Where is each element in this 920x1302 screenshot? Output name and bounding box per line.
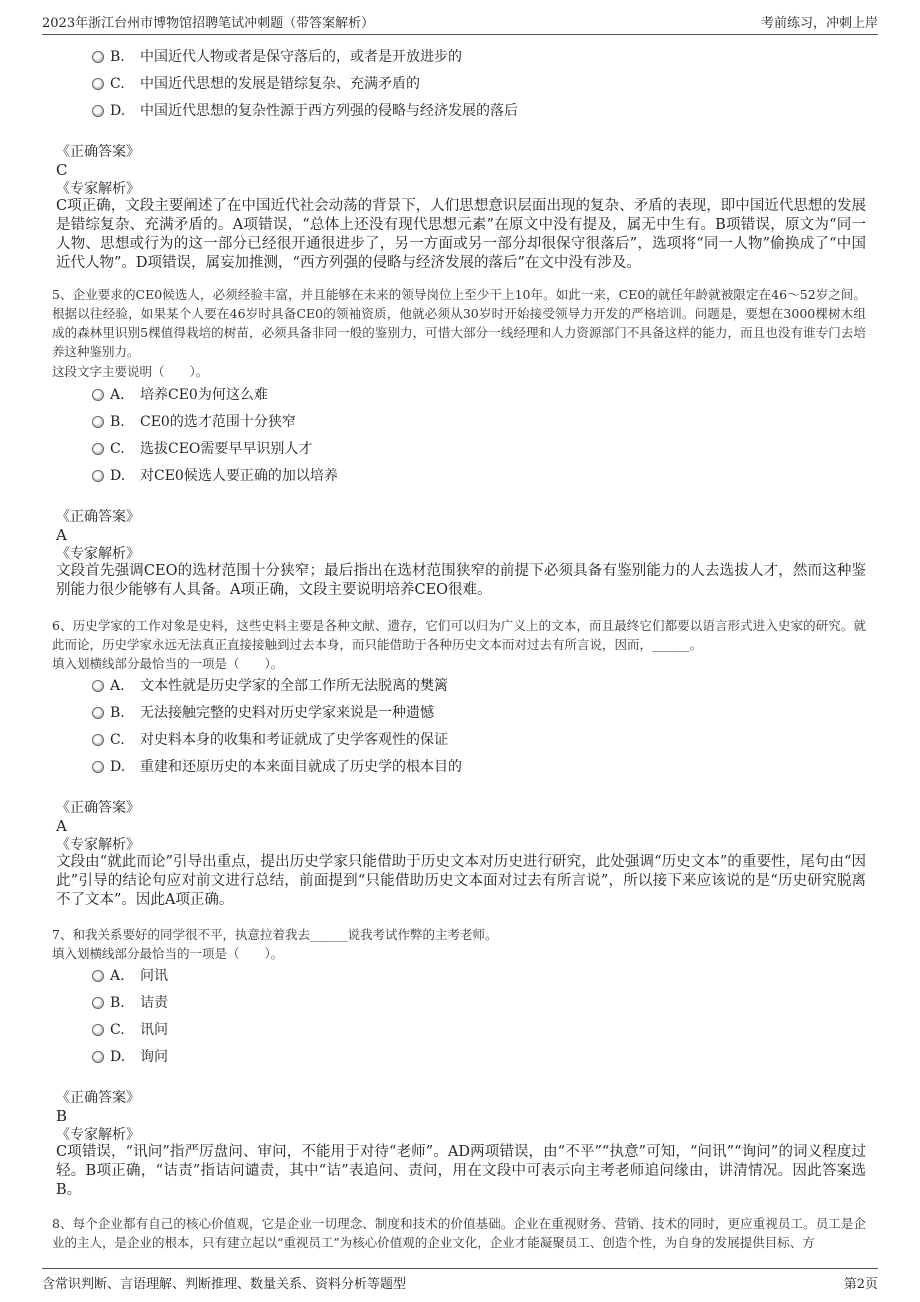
- radio-icon[interactable]: [92, 970, 104, 982]
- radio-icon[interactable]: [92, 389, 104, 401]
- q5-answer: A: [56, 526, 67, 544]
- q5-analysis-label: 《专家解析》: [56, 546, 140, 562]
- q7-prompt: 填入划横线部分最恰当的一项是（ ）。: [52, 946, 284, 961]
- q7-answer-label: 《正确答案》: [56, 1090, 140, 1106]
- radio-icon[interactable]: [92, 707, 104, 719]
- q7-answer: B: [56, 1107, 68, 1125]
- radio-icon[interactable]: [92, 78, 104, 90]
- q5-option-a[interactable]: A. 培养CE0为何这么难: [92, 386, 268, 404]
- q7-option-c[interactable]: C. 讯问: [92, 1021, 168, 1039]
- q4-analysis-label: 《专家解析》: [56, 181, 140, 197]
- q8-question: 8、每个企业都有自己的核心价值观，它是企业一切理念、制度和技术的价值基础。企业在重视财务、营销、技术的同时，更应重视员工。员工是企业的主人，是企业的根本，只有建立起以“重视员工”为核心价值观的企业文化，企业才能凝聚员工、创造个性，为自身的发展提供目标、方: [52, 1216, 866, 1250]
- q5-option-b[interactable]: B. CE0的选才范围十分狭窄: [92, 413, 296, 431]
- q7-option-a[interactable]: A. 问讯: [92, 967, 168, 985]
- q6-option-b[interactable]: B. 无法接触完整的史料对历史学家来说是一种遗憾: [92, 704, 434, 722]
- q5-option-c[interactable]: C. 选拔CEO需要早早识别人才: [92, 440, 312, 458]
- q5-prompt: 这段文字主要说明（ ）。: [52, 364, 209, 379]
- q4-answer-label: 《正确答案》: [56, 144, 140, 160]
- radio-icon[interactable]: [92, 1051, 104, 1063]
- q6-analysis: 文段由“就此而论”引导出重点，提出历史学家只能借助于历史文本对历史进行研究，此处强调“历史文本”的重要性，尾句由“因此”引导的结论句应对前文进行总结，前面提到“只能借助历史文本面对过去有所言说”，所以接下来应该说的是“历史研究脱离不了文本”。因此A项正确。: [56, 854, 866, 908]
- q5-answer-label: 《正确答案》: [56, 509, 140, 525]
- radio-icon[interactable]: [92, 416, 104, 428]
- radio-icon[interactable]: [92, 470, 104, 482]
- radio-icon[interactable]: [92, 443, 104, 455]
- page-number: 第2页: [843, 1277, 878, 1292]
- q6-option-d[interactable]: D. 重建和还原历史的本来面目就成了历史学的根本目的: [92, 758, 462, 776]
- header-title: 2023年浙江台州市博物馆招聘笔试冲刺题（带答案解析）: [42, 16, 375, 31]
- radio-icon[interactable]: [92, 105, 104, 117]
- footer-topics: 含常识判断、言语理解、判断推理、数量关系、资料分析等题型: [42, 1277, 407, 1292]
- q7-analysis: C项错误，“讯问”指严厉盘问、审问，不能用于对待“老师”。AD两项错误，由“不平”“执意”可知，“问讯”“询问”的词义程度过轻。B项正确，“诘责”指诘问谴责，其中“诘”表追问、责问，用在文段中可表示向主考老师追问缘由，讲清情况。因此答案选B。: [56, 1144, 866, 1198]
- q4-analysis: C项正确，文段主要阐述了在中国近代社会动荡的背景下，人们思想意识层面出现的复杂、矛盾的表现，即中国近代思想的发展是错综复杂、充满矛盾的。A项错误，“总体上还没有现代思想元素”在原文中没有提及，属无中生有。B项错误，原文为“同一人物、思想或行为的这一部分已经很开通很进步了，另一方面或另一部分却很保守很落后”，选项将“同一人物”偷换成了“中国近代人物”。D项错误，属妄加推测，“西方列强的侵略与经济发展的落后”在文中没有涉及。: [56, 198, 866, 271]
- radio-icon[interactable]: [92, 51, 104, 63]
- radio-icon[interactable]: [92, 734, 104, 746]
- q4-option-d[interactable]: D. 中国近代思想的复杂性源于西方列强的侵略与经济发展的落后: [92, 102, 518, 120]
- radio-icon[interactable]: [92, 761, 104, 773]
- q6-question: 6、历史学家的工作对象是史料，这些史料主要是各种文献、遗存，它们可以归为广义上的文本，而且最终它们都要以语言形式进入史家的研究。就此而论，历史学家永远无法真正直接接触到过去本身，而只能借助于各种历史文本而对过去有所言说，因而，______。: [52, 618, 866, 652]
- q7-option-b[interactable]: B. 诘责: [92, 994, 168, 1012]
- q4-option-b[interactable]: B. 中国近代人物或者是保守落后的，或者是开放进步的: [92, 48, 462, 66]
- q6-option-c[interactable]: C. 对史料本身的收集和考证就成了史学客观性的保证: [92, 731, 448, 749]
- q6-answer-label: 《正确答案》: [56, 800, 140, 816]
- q5-option-d[interactable]: D. 对CE0候选人要正确的加以培养: [92, 467, 338, 485]
- radio-icon[interactable]: [92, 997, 104, 1009]
- radio-icon[interactable]: [92, 680, 104, 692]
- q6-option-a[interactable]: A. 文本性就是历史学家的全部工作所无法脱离的樊篱: [92, 677, 448, 695]
- header-slogan: 考前练习，冲刺上岸: [760, 16, 878, 31]
- page-footer: [42, 1268, 878, 1295]
- radio-icon[interactable]: [92, 1024, 104, 1036]
- q5-analysis: 文段首先强调CEO的选材范围十分狭窄；最后指出在选材范围狭窄的前提下必须具备有鉴别能力的人去选拔人才，然而这种鉴别能力很少能够有人具备。A项正确，文段主要说明培养CEO很难。: [56, 563, 866, 598]
- page-header: [42, 8, 878, 35]
- q4-answer: C: [56, 161, 68, 179]
- q6-answer: A: [56, 817, 67, 835]
- q7-option-d[interactable]: D. 询问: [92, 1048, 168, 1066]
- q7-question: 7、和我关系要好的同学很不平，执意拉着我去______说我考试作弊的主考老师。: [52, 927, 498, 942]
- q4-option-c[interactable]: C. 中国近代思想的发展是错综复杂、充满矛盾的: [92, 75, 420, 93]
- q6-prompt: 填入划横线部分最恰当的一项是（ ）。: [52, 656, 284, 671]
- q7-analysis-label: 《专家解析》: [56, 1127, 140, 1143]
- q6-analysis-label: 《专家解析》: [56, 837, 140, 853]
- q5-question: 5、企业要求的CE0候选人，必须经验丰富，并且能够在未来的领导岗位上至少干上10年。如此一来，CE0的就任年龄就被限定在46～52岁之间。根据以往经验，如果某个人要在46岁时具备CE0的领袖资质，他就必须从30岁时开始接受领导力开发的严格培训。问题是，要想在3000棵树木组成的森林里识别5棵值得栽培的树苗，必须具备非同一般的鉴别力，可惜大部分一线经理和人力资源部门不具备这样的能力，而且也没有谁专门去培养这种鉴别力。: [52, 287, 866, 359]
